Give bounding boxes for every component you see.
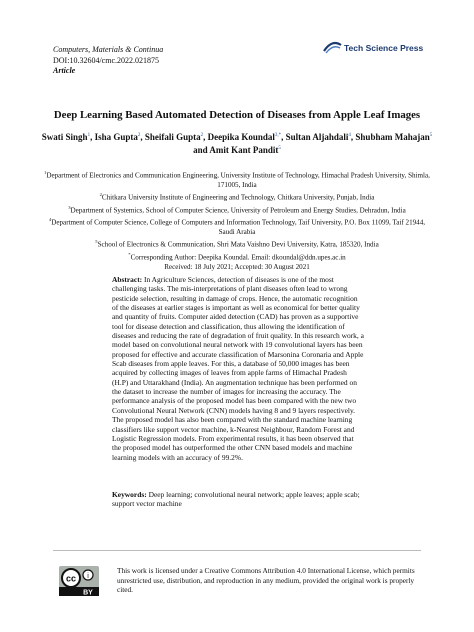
author-list: Swati Singh$^1$, Isha Gupta$^2$, Sheifali Gupta$^2$, Deepika Koundal$^{3,*}$, Sultan Aljahdali$^4$, Shubham Mahajan$^5$ and Amit Kant Pandit$^5$ bbox=[41, 132, 433, 155]
corresponding-author: *Corresponding Author: Deepika Koundal. Email: dkoundal@ddn.upes.ac.in bbox=[128, 251, 346, 262]
abstract-label: Abstract: bbox=[112, 275, 143, 284]
received-accepted-dates: Received: 18 July 2021; Accepted: 30 August 2021 bbox=[164, 262, 310, 271]
paper-title: Deep Learning Based Automated Detection of Diseases from Apple Leaf Images bbox=[53, 109, 421, 121]
affiliation: $^1$Department of Electronics and Communication Engineering, University Institute of Technology, Himachal Pradesh University, Shimla, 171005, India bbox=[44, 170, 430, 189]
license-block bbox=[53, 566, 425, 596]
publisher-logo bbox=[322, 41, 422, 57]
affiliation: $^3$Department of Systemics, School of Computer Science, University of Petroleum and Energy Studies, Dehradun, India bbox=[68, 204, 406, 214]
abstract bbox=[112, 275, 364, 462]
keywords-text: Deep learning; convolutional neural network; apple leaves; apple scab; support vector machine bbox=[112, 490, 360, 509]
author[interactable]: Sheifali Gupta$^2$ bbox=[144, 132, 204, 142]
abstract-text: In Agriculture Sciences, detection of diseases is one of the most challenging tasks. The mis-interpretations of plant diseases often lead to wrong pesticide selection, resulting in damage of crops. Hence, the automatic recognition of the diseases at earlier stages is important as well as economical for better quality and quantity of fruits. Computer aided detection (CAD) has proven as a supportive tool for disease detection and classification, thus allowing the identification of diseases and reducing the rate of degradation of fruit quality. In this research work, a model based on convolutional neural network with 19 convolutional layers has been proposed for effective and accurate classification of Marsonina Coronaria and Apple Scab diseases from apple leaves. For this, a database of 50,000 images has been acquired by collecting images of leaves from apple farms of Himachal Pradesh (H.P) and Uttarakhand (India). An augmentation technique has been performed on the dataset to increase the number of images for increasing the accuracy. The performance analysis of the proposed model has been compared with the new two Convolutional Neural Network (CNN) models having 8 and 9 layers respectively. The proposed model has also been compared with the standard machine learning classifiers like support vector machine, k-Nearest Neighbour, Random Forest and Logistic Regression models. From experimental results, it has been observed that the proposed model has outperformed the other CNN based models and machine learning models with an accuracy of 99.2%. bbox=[112, 275, 364, 462]
svg-text:BY: BY bbox=[83, 589, 93, 596]
keywords bbox=[112, 490, 364, 509]
license-text: This work is licensed under a Creative Commons Attribution 4.0 International License, which permits unrestricted use, distribution, and reproduction in any medium, provided the original work is properly cited. bbox=[117, 566, 415, 595]
keywords-label: Keywords: bbox=[112, 490, 147, 499]
affiliation: $^5$School of Electronics & Communication, Shri Mata Vaishno Devi University, Katra, 185320, India bbox=[95, 239, 379, 249]
svg-text:cc: cc bbox=[65, 573, 77, 584]
author[interactable]: Sultan Aljahdali$^4$ bbox=[285, 132, 351, 142]
publisher-name: Tech Science Press bbox=[344, 43, 424, 53]
affiliation: $^4$Department of Computer Science, College of Computers and Information Technology, Taif University, P.O. Box 11099, Taif 21944, Saudi Arabia bbox=[48, 217, 426, 236]
publisher-logo-icon bbox=[322, 41, 342, 55]
journal-header bbox=[53, 45, 163, 77]
article-type: Article bbox=[53, 66, 76, 75]
affiliations bbox=[40, 168, 434, 272]
doi[interactable]: DOI:10.32604/cmc.2022.021875 bbox=[53, 55, 159, 65]
cc-by-license-icon[interactable] bbox=[59, 566, 99, 596]
author[interactable]: Amit Kant Pandit$^5$ bbox=[209, 145, 281, 155]
author[interactable]: Shubham Mahajan$^5$ bbox=[355, 132, 433, 142]
author[interactable]: Deepika Koundal$^{3,*}$ bbox=[207, 132, 282, 142]
affiliation: $^2$Chitkara University Institute of Engineering and Technology, Chitkara University, Punjab, India bbox=[99, 191, 375, 202]
author[interactable]: Swati Singh$^1$ bbox=[41, 132, 91, 142]
journal-name: Computers, Materials & Continua bbox=[53, 45, 164, 54]
svg-text:i: i bbox=[87, 573, 89, 580]
author[interactable]: Isha Gupta$^2$ bbox=[94, 132, 141, 142]
divider bbox=[53, 550, 421, 551]
